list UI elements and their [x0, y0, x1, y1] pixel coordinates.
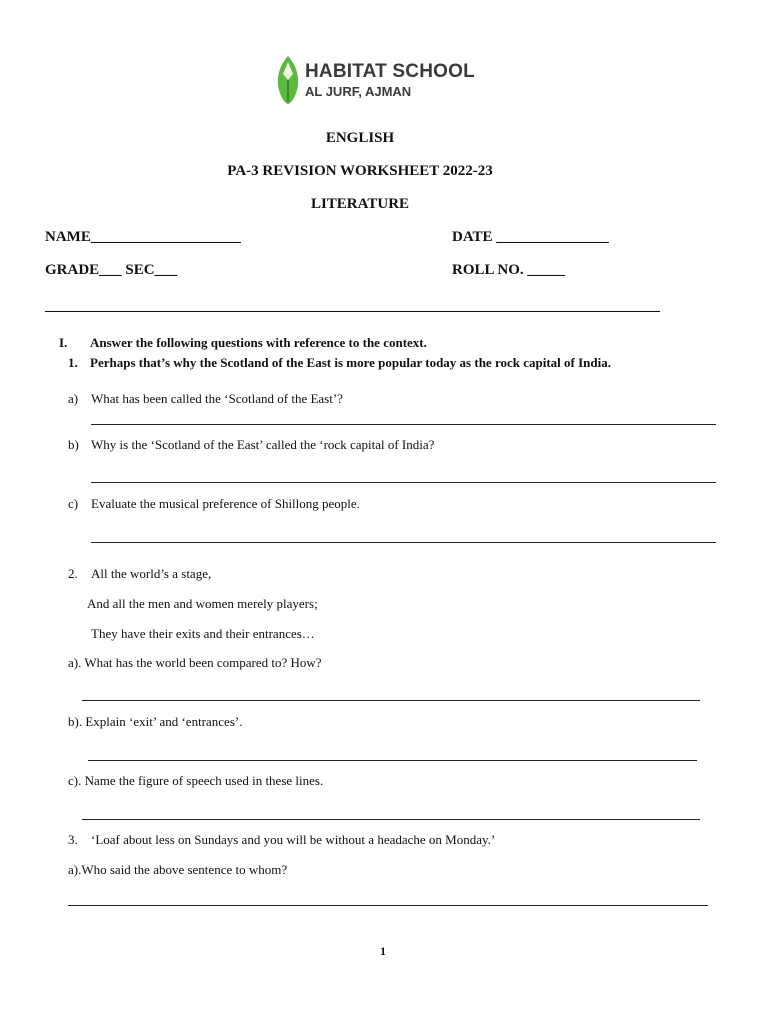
answer-line	[91, 542, 716, 543]
answer-line	[68, 905, 708, 906]
worksheet-title: PA-3 REVISION WORKSHEET 2022-23	[227, 163, 493, 179]
answer-line	[82, 819, 700, 820]
leaf-icon	[275, 54, 301, 106]
q1b-text: Why is the ‘Scotland of the East’ called the ‘rock capital of India?	[91, 437, 435, 452]
q2c-text: c). Name the figure of speech used in these lines.	[68, 773, 324, 788]
name-field: NAME____________________	[45, 229, 241, 245]
section-numeral: I.	[59, 335, 68, 350]
section-instruction: Answer the following questions with reference to the context.	[90, 335, 427, 350]
q3-number: 3.	[68, 832, 78, 847]
q1c-label: c)	[68, 496, 79, 511]
q2a-text: a). What has the world been compared to? How?	[68, 655, 322, 670]
q2-poem-line: They have their exits and their entrances…	[91, 626, 315, 641]
roll-no-field: ROLL NO. _____	[452, 262, 565, 278]
separator-rule: __________________________________________________________________________________	[45, 298, 660, 314]
grade-sec-field: GRADE___ SEC___	[45, 262, 178, 278]
school-name: HABITAT SCHOOL	[305, 61, 475, 82]
answer-line	[91, 482, 716, 483]
topic-title: LITERATURE	[310, 196, 410, 212]
q1a-text: What has been called the ‘Scotland of the East’?	[91, 391, 343, 406]
q2b-text: b). Explain ‘exit’ and ‘entrances’.	[68, 714, 243, 729]
q3-quote: ‘Loaf about less on Sundays and you will be without a headache on Monday.’	[91, 832, 496, 847]
q2-poem-line: And all the men and women merely players;	[87, 596, 318, 611]
answer-line	[91, 424, 716, 425]
q1b-label: b)	[68, 437, 79, 452]
q1-number: 1.	[68, 355, 78, 370]
school-logo	[275, 52, 475, 108]
q2-poem-line: All the world’s a stage,	[91, 566, 212, 581]
school-location: AL JURF, AJMAN	[305, 84, 412, 99]
answer-line	[82, 700, 700, 701]
page-number: 1	[380, 944, 386, 958]
q3a-text: a).Who said the above sentence to whom?	[68, 862, 288, 877]
subject-title: ENGLISH	[325, 130, 395, 146]
date-field: DATE _______________	[452, 229, 609, 245]
q1a-label: a)	[68, 391, 79, 406]
q1-extract: Perhaps that’s why the Scotland of the East is more popular today as the rock capital of India.	[90, 355, 611, 370]
answer-line	[88, 760, 697, 761]
q1c-text: Evaluate the musical preference of Shillong people.	[91, 496, 360, 511]
q2-number: 2.	[68, 566, 78, 581]
